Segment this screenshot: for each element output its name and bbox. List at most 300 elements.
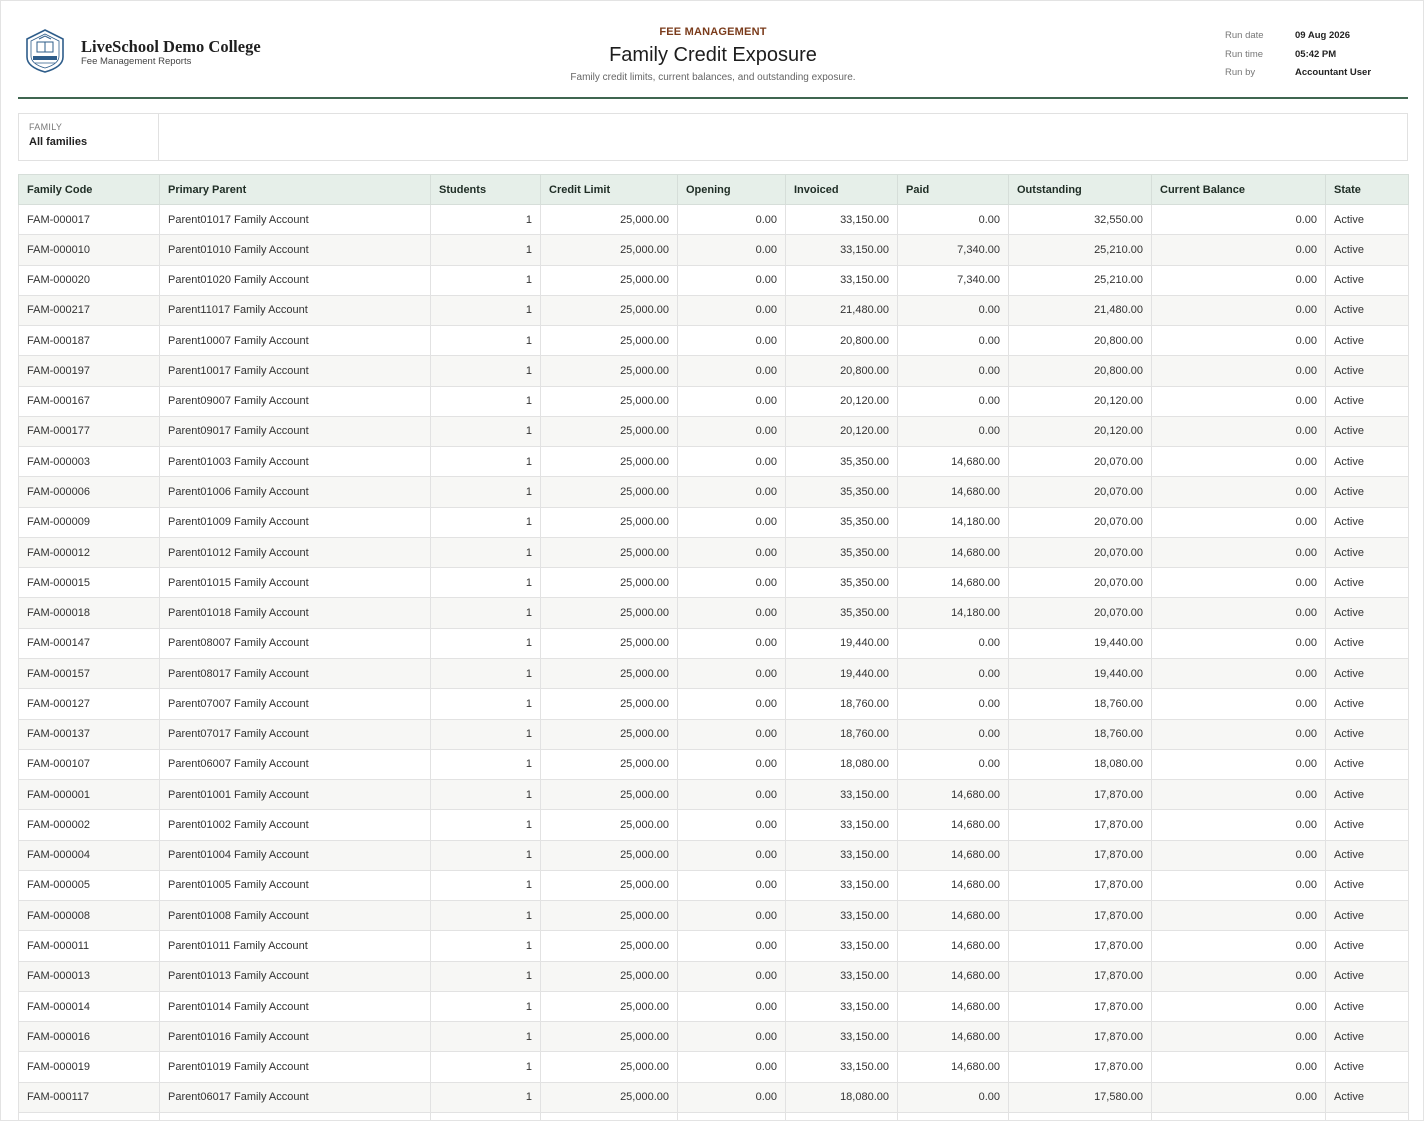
table-cell: 25,000.00 — [541, 840, 678, 870]
run-date-value: 09 Aug 2026 — [1295, 30, 1351, 41]
table-cell: 0.00 — [1152, 326, 1326, 356]
table-cell: Active — [1326, 689, 1409, 719]
exposure-table — [18, 174, 1409, 1121]
table-cell: Parent01015 Family Account — [160, 568, 431, 598]
table-cell: 0.00 — [1152, 507, 1326, 537]
table-cell: 0.00 — [678, 537, 786, 567]
table-cell: Parent01018 Family Account — [160, 598, 431, 628]
table-cell: 0.00 — [1152, 205, 1326, 235]
table-cell: 25,000.00 — [541, 507, 678, 537]
table-cell: 0.00 — [678, 780, 786, 810]
table-cell: 14,680.00 — [898, 537, 1009, 567]
table-cell: 14,680.00 — [898, 991, 1009, 1021]
table-cell: 18,760.00 — [786, 719, 898, 749]
table-cell: FAM-000177 — [19, 416, 160, 446]
table-row[interactable] — [19, 658, 1409, 688]
table-row[interactable] — [19, 810, 1409, 840]
table-cell: FAM-000001 — [19, 780, 160, 810]
table-row[interactable] — [19, 235, 1409, 265]
table-cell: 33,150.00 — [786, 810, 898, 840]
table-cell: Active — [1326, 295, 1409, 325]
report-kicker: FEE MANAGEMENT — [659, 26, 767, 38]
table-cell: 0.00 — [1152, 840, 1326, 870]
table-cell: 0.00 — [1152, 931, 1326, 961]
table-cell: FAM-000003 — [19, 447, 160, 477]
table-cell: 0.00 — [678, 568, 786, 598]
report-subtitle: Family credit limits, current balances, and outstanding exposure. — [570, 72, 856, 83]
table-cell: 17,870.00 — [1009, 780, 1152, 810]
table-cell: Parent01004 Family Account — [160, 840, 431, 870]
table-cell — [786, 1112, 898, 1121]
table-cell: 0.00 — [898, 749, 1009, 779]
table-row[interactable] — [19, 598, 1409, 628]
table-cell: 0.00 — [1152, 810, 1326, 840]
table-cell: 19,440.00 — [786, 658, 898, 688]
table-cell: 33,150.00 — [786, 840, 898, 870]
table-row[interactable] — [19, 1052, 1409, 1082]
table-cell: 1 — [431, 991, 541, 1021]
table-row[interactable] — [19, 931, 1409, 961]
table-cell: Active — [1326, 537, 1409, 567]
table-cell: Parent01006 Family Account — [160, 477, 431, 507]
table-cell: 1 — [431, 1082, 541, 1112]
table-cell: 0.00 — [1152, 628, 1326, 658]
table-cell: 33,150.00 — [786, 901, 898, 931]
table-row[interactable] — [19, 477, 1409, 507]
column-header[interactable]: Current Balance — [1152, 175, 1326, 205]
table-cell: 14,680.00 — [898, 810, 1009, 840]
table-cell: 17,870.00 — [1009, 870, 1152, 900]
table-cell: 25,210.00 — [1009, 235, 1152, 265]
table-cell: Active — [1326, 598, 1409, 628]
table-cell: 0.00 — [898, 1082, 1009, 1112]
table-row[interactable] — [19, 870, 1409, 900]
table-row[interactable] — [19, 991, 1409, 1021]
table-cell: Parent01020 Family Account — [160, 265, 431, 295]
table-cell: 14,680.00 — [898, 477, 1009, 507]
table-cell: 25,000.00 — [541, 658, 678, 688]
table-cell: 14,680.00 — [898, 870, 1009, 900]
table-row[interactable] — [19, 780, 1409, 810]
table-cell: 0.00 — [1152, 658, 1326, 688]
family-filter-value: All families — [29, 136, 88, 148]
table-cell: 33,150.00 — [786, 991, 898, 1021]
table-cell: 0.00 — [1152, 780, 1326, 810]
table-cell: 0.00 — [1152, 689, 1326, 719]
table-row[interactable] — [19, 1112, 1409, 1121]
table-cell: 0.00 — [678, 507, 786, 537]
table-cell: 25,000.00 — [541, 780, 678, 810]
table-cell: Active — [1326, 991, 1409, 1021]
table-cell: 1 — [431, 235, 541, 265]
table-cell: FAM-000006 — [19, 477, 160, 507]
table-cell: 0.00 — [678, 991, 786, 1021]
table-cell: Active — [1326, 1052, 1409, 1082]
table-cell: 35,350.00 — [786, 537, 898, 567]
table-cell: 20,070.00 — [1009, 598, 1152, 628]
table-cell: 18,080.00 — [1009, 749, 1152, 779]
table-cell: 0.00 — [678, 840, 786, 870]
table-cell: FAM-000004 — [19, 840, 160, 870]
table-cell: Active — [1326, 901, 1409, 931]
table-cell: 0.00 — [1152, 961, 1326, 991]
table-cell: FAM-000012 — [19, 537, 160, 567]
table-row[interactable] — [19, 386, 1409, 416]
table-cell: 20,800.00 — [786, 356, 898, 386]
table-cell: 0.00 — [898, 689, 1009, 719]
table-cell: 20,070.00 — [1009, 477, 1152, 507]
table-cell: 25,000.00 — [541, 931, 678, 961]
table-cell — [19, 1112, 160, 1121]
column-header[interactable]: State — [1326, 175, 1409, 205]
table-cell: 0.00 — [1152, 991, 1326, 1021]
table-cell: 1 — [431, 386, 541, 416]
table-cell: 0.00 — [678, 416, 786, 446]
table-cell: 1 — [431, 1052, 541, 1082]
table-cell: 1 — [431, 477, 541, 507]
table-cell: Parent08017 Family Account — [160, 658, 431, 688]
run-meta — [1225, 27, 1371, 83]
report-title: Family Credit Exposure — [609, 44, 817, 66]
table-cell: 25,000.00 — [541, 598, 678, 628]
table-cell: Active — [1326, 235, 1409, 265]
table-cell: FAM-000017 — [19, 205, 160, 235]
table-cell: 0.00 — [898, 205, 1009, 235]
table-cell: 1 — [431, 749, 541, 779]
table-cell — [1326, 1112, 1409, 1121]
table-cell: 14,680.00 — [898, 1052, 1009, 1082]
table-cell: 0.00 — [898, 386, 1009, 416]
table-row[interactable] — [19, 749, 1409, 779]
table-cell: FAM-000015 — [19, 568, 160, 598]
table-cell: 20,070.00 — [1009, 568, 1152, 598]
table-cell: 25,000.00 — [541, 568, 678, 598]
table-cell: 14,680.00 — [898, 901, 1009, 931]
table-cell: 25,000.00 — [541, 719, 678, 749]
table-cell: 25,000.00 — [541, 870, 678, 900]
table-cell: Parent01005 Family Account — [160, 870, 431, 900]
table-cell: 35,350.00 — [786, 447, 898, 477]
table-row[interactable] — [19, 840, 1409, 870]
table-cell: 17,870.00 — [1009, 931, 1152, 961]
table-cell: 0.00 — [678, 901, 786, 931]
table-cell: Active — [1326, 1082, 1409, 1112]
table-cell: Active — [1326, 356, 1409, 386]
table-cell: 25,000.00 — [541, 447, 678, 477]
table-cell: 0.00 — [1152, 598, 1326, 628]
table-cell: 25,000.00 — [541, 265, 678, 295]
table-cell: 0.00 — [678, 265, 786, 295]
table-cell: 20,070.00 — [1009, 507, 1152, 537]
table-cell: 0.00 — [1152, 386, 1326, 416]
table-cell: 1 — [431, 780, 541, 810]
column-header[interactable]: Students — [431, 175, 541, 205]
table-cell: 17,870.00 — [1009, 1052, 1152, 1082]
table-cell: FAM-000020 — [19, 265, 160, 295]
table-cell: FAM-000018 — [19, 598, 160, 628]
table-cell: 33,150.00 — [786, 1022, 898, 1052]
table-cell: 1 — [431, 507, 541, 537]
column-header[interactable]: Family Code — [19, 175, 160, 205]
table-cell: 0.00 — [1152, 1052, 1326, 1082]
report-header — [18, 1, 1408, 99]
table-cell: 0.00 — [678, 749, 786, 779]
table-cell — [541, 1112, 678, 1121]
table-cell: FAM-000137 — [19, 719, 160, 749]
table-row[interactable] — [19, 265, 1409, 295]
table-row[interactable] — [19, 901, 1409, 931]
table-cell: FAM-000197 — [19, 356, 160, 386]
table-row[interactable] — [19, 719, 1409, 749]
table-cell — [1152, 1112, 1326, 1121]
table-cell: FAM-000157 — [19, 658, 160, 688]
table-cell: 25,000.00 — [541, 356, 678, 386]
table-cell: 25,000.00 — [541, 416, 678, 446]
table-cell: 1 — [431, 901, 541, 931]
table-cell: 0.00 — [1152, 477, 1326, 507]
table-cell: 0.00 — [898, 719, 1009, 749]
table-cell: Parent01001 Family Account — [160, 780, 431, 810]
table-cell — [431, 1112, 541, 1121]
table-cell: 0.00 — [1152, 1082, 1326, 1112]
table-cell: 14,180.00 — [898, 507, 1009, 537]
table-cell: 0.00 — [1152, 537, 1326, 567]
run-date-row — [1225, 27, 1371, 46]
table-cell: 33,150.00 — [786, 1052, 898, 1082]
table-cell: Parent06017 Family Account — [160, 1082, 431, 1112]
table-cell: Active — [1326, 628, 1409, 658]
table-row[interactable] — [19, 205, 1409, 235]
table-row[interactable] — [19, 1082, 1409, 1112]
table-cell: 0.00 — [678, 326, 786, 356]
table-cell: 14,180.00 — [898, 598, 1009, 628]
table-cell: 0.00 — [678, 205, 786, 235]
exposure-table-wrap — [18, 174, 1408, 1121]
table-cell: 1 — [431, 205, 541, 235]
table-cell: Parent07017 Family Account — [160, 719, 431, 749]
table-cell: Active — [1326, 840, 1409, 870]
table-row[interactable] — [19, 689, 1409, 719]
table-cell: Parent09017 Family Account — [160, 416, 431, 446]
table-row[interactable] — [19, 961, 1409, 991]
table-cell: 1 — [431, 356, 541, 386]
table-cell: 14,680.00 — [898, 568, 1009, 598]
table-cell: Active — [1326, 507, 1409, 537]
table-cell: 35,350.00 — [786, 477, 898, 507]
table-cell: 25,000.00 — [541, 326, 678, 356]
table-cell: 20,120.00 — [786, 416, 898, 446]
table-cell: Active — [1326, 205, 1409, 235]
table-cell: Parent01008 Family Account — [160, 901, 431, 931]
table-cell: Parent01010 Family Account — [160, 235, 431, 265]
table-cell: 25,000.00 — [541, 749, 678, 779]
table-cell: FAM-000167 — [19, 386, 160, 416]
table-row[interactable] — [19, 628, 1409, 658]
table-cell — [898, 1112, 1009, 1121]
table-cell: Parent01019 Family Account — [160, 1052, 431, 1082]
table-cell: 7,340.00 — [898, 235, 1009, 265]
table-cell: FAM-000187 — [19, 326, 160, 356]
table-cell: 1 — [431, 568, 541, 598]
run-date-label: Run date — [1225, 30, 1264, 41]
table-row[interactable] — [19, 1022, 1409, 1052]
table-cell: 25,000.00 — [541, 205, 678, 235]
table-cell: 1 — [431, 689, 541, 719]
table-cell: 1 — [431, 447, 541, 477]
table-cell: Parent01013 Family Account — [160, 961, 431, 991]
table-cell: 1 — [431, 416, 541, 446]
table-cell: 20,800.00 — [786, 326, 898, 356]
table-cell: 14,680.00 — [898, 931, 1009, 961]
table-cell: 25,000.00 — [541, 1052, 678, 1082]
table-cell: Parent01012 Family Account — [160, 537, 431, 567]
table-cell: Parent10017 Family Account — [160, 356, 431, 386]
table-cell — [1009, 1112, 1152, 1121]
column-header[interactable]: Primary Parent — [160, 175, 431, 205]
table-cell: Active — [1326, 477, 1409, 507]
table-cell: 25,000.00 — [541, 628, 678, 658]
table-cell: Parent01017 Family Account — [160, 205, 431, 235]
table-cell: 0.00 — [678, 658, 786, 688]
table-row[interactable] — [19, 416, 1409, 446]
table-cell: 21,480.00 — [1009, 295, 1152, 325]
table-cell: FAM-000019 — [19, 1052, 160, 1082]
table-cell: Parent01002 Family Account — [160, 810, 431, 840]
table-cell: 33,150.00 — [786, 780, 898, 810]
table-cell: 0.00 — [678, 931, 786, 961]
table-cell: 0.00 — [898, 416, 1009, 446]
table-cell: 25,000.00 — [541, 537, 678, 567]
table-cell: 20,120.00 — [1009, 386, 1152, 416]
college-subtitle: Fee Management Reports — [81, 56, 192, 67]
table-cell: 25,210.00 — [1009, 265, 1152, 295]
table-cell: 0.00 — [678, 870, 786, 900]
table-cell: 0.00 — [898, 295, 1009, 325]
table-cell: 1 — [431, 1022, 541, 1052]
table-cell: Active — [1326, 447, 1409, 477]
column-header[interactable]: Opening — [678, 175, 786, 205]
table-cell: 1 — [431, 658, 541, 688]
table-cell: 1 — [431, 265, 541, 295]
table-cell: 25,000.00 — [541, 1022, 678, 1052]
table-cell: 32,550.00 — [1009, 205, 1152, 235]
table-cell: 14,680.00 — [898, 840, 1009, 870]
column-header[interactable]: Outstanding — [1009, 175, 1152, 205]
column-header[interactable]: Paid — [898, 175, 1009, 205]
table-cell — [160, 1112, 431, 1121]
table-row[interactable] — [19, 507, 1409, 537]
table-cell: FAM-000011 — [19, 931, 160, 961]
table-cell: 1 — [431, 931, 541, 961]
family-filter-label: FAMILY — [29, 122, 63, 132]
table-cell: 0.00 — [898, 356, 1009, 386]
table-cell: FAM-000107 — [19, 749, 160, 779]
table-cell: 19,440.00 — [1009, 658, 1152, 688]
table-cell: 0.00 — [678, 719, 786, 749]
table-row[interactable] — [19, 356, 1409, 386]
table-cell: 17,870.00 — [1009, 1022, 1152, 1052]
run-by-value: Accountant User — [1295, 67, 1372, 79]
table-cell: 14,680.00 — [898, 961, 1009, 991]
table-cell: 1 — [431, 870, 541, 900]
table-cell: 17,870.00 — [1009, 810, 1152, 840]
table-cell: 1 — [431, 537, 541, 567]
table-cell: 20,070.00 — [1009, 537, 1152, 567]
table-cell: 1 — [431, 628, 541, 658]
table-cell: Parent10007 Family Account — [160, 326, 431, 356]
table-cell: FAM-000009 — [19, 507, 160, 537]
column-header[interactable]: Credit Limit — [541, 175, 678, 205]
table-cell: FAM-000016 — [19, 1022, 160, 1052]
table-cell: 35,350.00 — [786, 507, 898, 537]
table-row[interactable] — [19, 537, 1409, 567]
table-cell: FAM-000014 — [19, 991, 160, 1021]
table-cell: 14,680.00 — [898, 447, 1009, 477]
table-cell: Active — [1326, 961, 1409, 991]
table-cell: 33,150.00 — [786, 931, 898, 961]
table-cell: 0.00 — [1152, 265, 1326, 295]
table-cell: 0.00 — [1152, 235, 1326, 265]
table-cell: FAM-000008 — [19, 901, 160, 931]
table-row[interactable] — [19, 326, 1409, 356]
table-cell: 19,440.00 — [1009, 628, 1152, 658]
table-cell: Active — [1326, 568, 1409, 598]
run-by-row — [1225, 64, 1371, 83]
table-cell: Parent09007 Family Account — [160, 386, 431, 416]
table-cell: 25,000.00 — [541, 901, 678, 931]
table-cell: 1 — [431, 810, 541, 840]
table-row[interactable] — [19, 295, 1409, 325]
column-header[interactable]: Invoiced — [786, 175, 898, 205]
run-time-label: Run time — [1225, 48, 1264, 60]
table-cell: 7,340.00 — [898, 265, 1009, 295]
table-cell: 0.00 — [1152, 749, 1326, 779]
table-cell: Parent06007 Family Account — [160, 749, 431, 779]
table-cell: Active — [1326, 870, 1409, 900]
filter-bar — [18, 113, 1408, 161]
table-cell: 21,480.00 — [786, 295, 898, 325]
table-row[interactable] — [19, 447, 1409, 477]
table-cell: 0.00 — [678, 689, 786, 719]
table-cell: 0.00 — [678, 235, 786, 265]
table-cell: FAM-000013 — [19, 961, 160, 991]
table-cell: 0.00 — [678, 961, 786, 991]
table-cell: 0.00 — [1152, 901, 1326, 931]
table-cell: 0.00 — [1152, 1022, 1326, 1052]
table-cell: 33,150.00 — [786, 961, 898, 991]
table-cell: Active — [1326, 386, 1409, 416]
table-cell: 33,150.00 — [786, 235, 898, 265]
table-cell: 0.00 — [1152, 447, 1326, 477]
table-cell: 0.00 — [898, 658, 1009, 688]
table-cell: Active — [1326, 749, 1409, 779]
table-cell: 18,080.00 — [786, 749, 898, 779]
table-cell: Active — [1326, 780, 1409, 810]
table-cell: 1 — [431, 326, 541, 356]
table-cell: Parent08007 Family Account — [160, 628, 431, 658]
table-cell: 0.00 — [1152, 568, 1326, 598]
table-cell: 0.00 — [1152, 416, 1326, 446]
table-cell: 25,000.00 — [541, 810, 678, 840]
table-cell: 25,000.00 — [541, 235, 678, 265]
table-cell: 17,870.00 — [1009, 840, 1152, 870]
table-cell: FAM-000010 — [19, 235, 160, 265]
table-cell: 1 — [431, 295, 541, 325]
table-cell: 0.00 — [678, 810, 786, 840]
family-filter[interactable] — [19, 114, 159, 160]
table-cell: 1 — [431, 961, 541, 991]
table-row[interactable] — [19, 568, 1409, 598]
